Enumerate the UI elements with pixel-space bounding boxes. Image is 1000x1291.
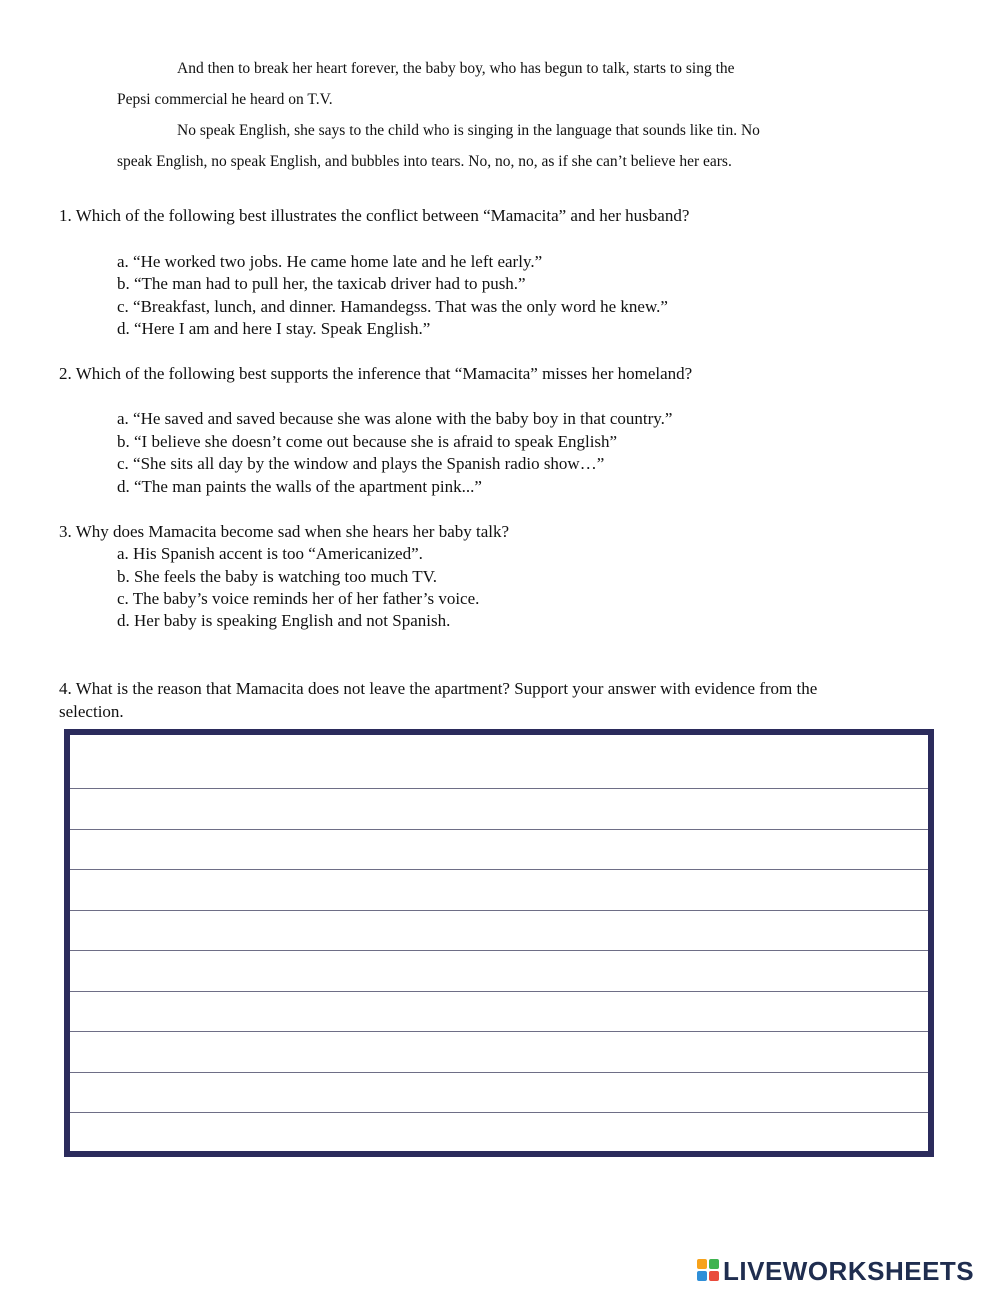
answer-box[interactable]	[64, 729, 934, 1157]
question-3: 3. Why does Mamacita become sad when she hears her baby talk?	[59, 522, 510, 541]
question-3-option-b[interactable]: b. She feels the baby is watching too much TV.	[117, 567, 437, 586]
question-4-continued: selection.	[59, 702, 124, 721]
answer-line	[70, 950, 928, 951]
passage-line: No speak English, she says to the child who is singing in the language that sounds like tin. No	[177, 122, 760, 139]
question-2-option-b[interactable]: b. “I believe she doesn’t come out because she is afraid to speak English”	[117, 432, 618, 451]
question-1-option-d[interactable]: d. “Here I am and here I stay. Speak English.”	[117, 319, 431, 338]
answer-line	[70, 991, 928, 992]
passage-line: Pepsi commercial he heard on T.V.	[117, 91, 333, 108]
question-3-option-a[interactable]: a. His Spanish accent is too “Americanized”.	[117, 544, 423, 563]
passage-line: And then to break her heart forever, the baby boy, who has begun to talk, starts to sing the	[177, 60, 735, 77]
passage-line: speak English, no speak English, and bubbles into tears. No, no, no, as if she can’t believe her ears.	[117, 153, 732, 170]
logo-blocks-icon	[697, 1259, 721, 1283]
question-1: 1. Which of the following best illustrates the conflict between “Mamacita” and her husband?	[59, 206, 690, 225]
question-2: 2. Which of the following best supports the inference that “Mamacita” misses her homeland?	[59, 364, 693, 383]
question-4: 4. What is the reason that Mamacita does not leave the apartment? Support your answer with evidence from the	[59, 679, 818, 698]
question-2-option-a[interactable]: a. “He saved and saved because she was alone with the baby boy in that country.”	[117, 409, 673, 428]
answer-line	[70, 1031, 928, 1032]
answer-line	[70, 1112, 928, 1113]
answer-line	[70, 829, 928, 830]
question-2-option-c[interactable]: c. “She sits all day by the window and plays the Spanish radio show…”	[117, 454, 605, 473]
brand-text: LIVEWORKSHEETS	[723, 1256, 975, 1286]
question-1-option-b[interactable]: b. “The man had to pull her, the taxicab driver had to push.”	[117, 274, 526, 293]
question-3-option-c[interactable]: c. The baby’s voice reminds her of her father’s voice.	[117, 589, 480, 608]
question-1-option-a[interactable]: a. “He worked two jobs. He came home late and he left early.”	[117, 252, 543, 271]
answer-line	[70, 1072, 928, 1073]
answer-line	[70, 788, 928, 789]
question-3-option-d[interactable]: d. Her baby is speaking English and not Spanish.	[117, 611, 451, 630]
question-2-option-d[interactable]: d. “The man paints the walls of the apartment pink...”	[117, 477, 482, 496]
answer-line	[70, 910, 928, 911]
answer-line	[70, 869, 928, 870]
question-1-option-c[interactable]: c. “Breakfast, lunch, and dinner. Hamandegss. That was the only word he knew.”	[117, 297, 668, 316]
liveworksheets-logo	[697, 1256, 974, 1286]
